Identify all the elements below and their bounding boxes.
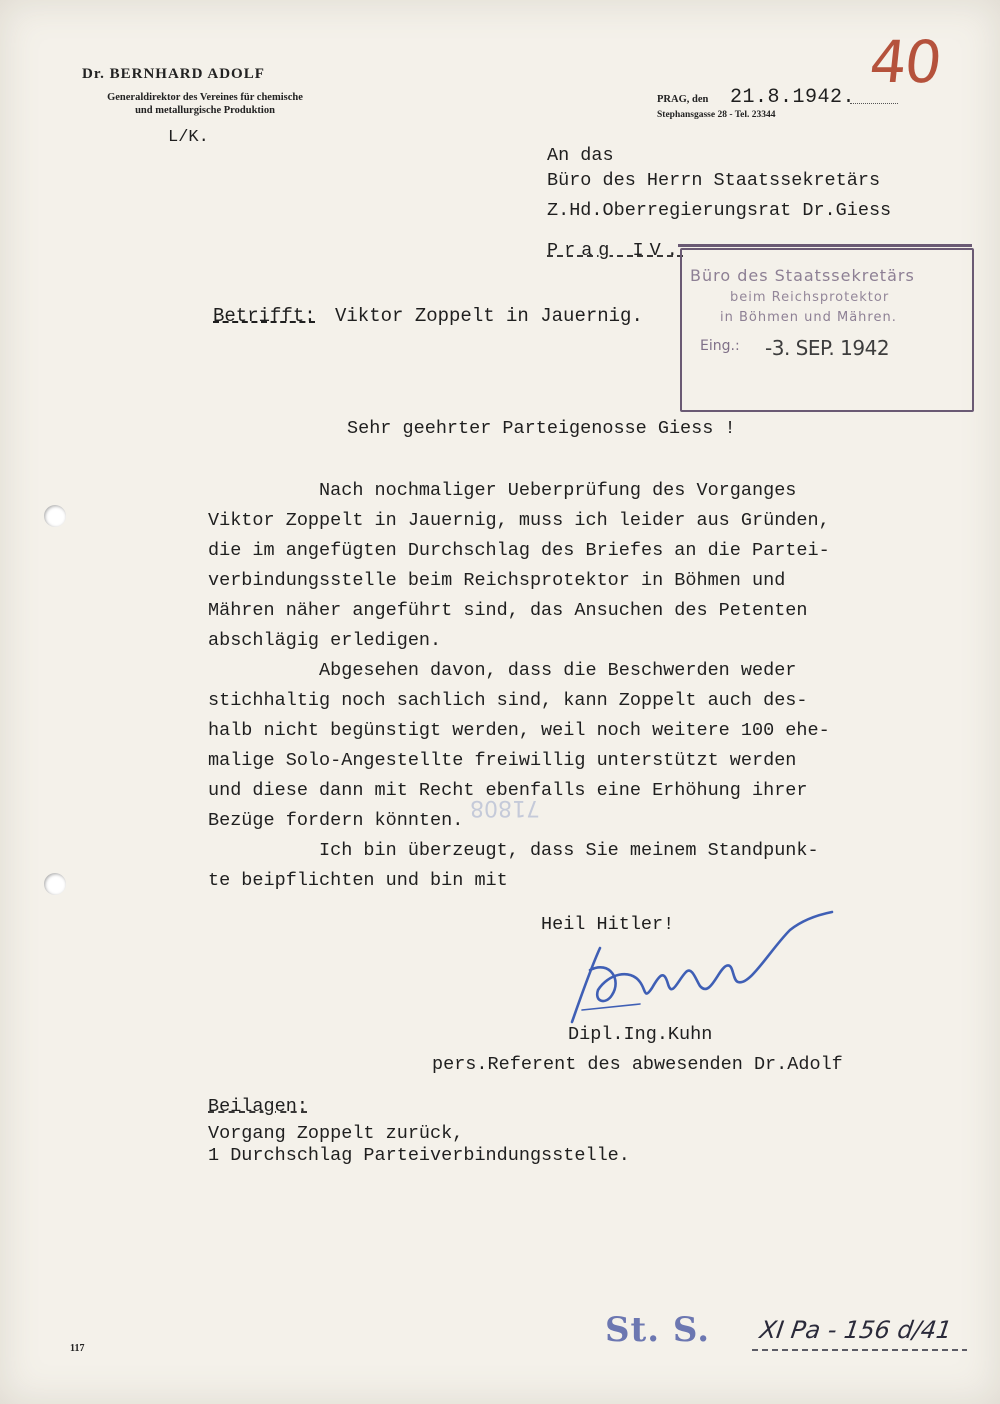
letter-date: 21.8.1942. (730, 86, 856, 109)
subject-label: Betrifft: (213, 305, 316, 327)
punch-hole-bottom (44, 873, 66, 895)
street-address: Stephansgasse 28 - Tel. 23344 (657, 110, 776, 120)
stamp-label: Eing.: (700, 338, 740, 354)
signatory-name: Dipl.Ing.Kuhn (568, 1024, 713, 1045)
letterhead-subtitle (80, 91, 330, 117)
letter-body: Nach nochmaliger Ueberprüfung des Vorganges Viktor Zoppelt in Jauernig, muss ich leider aus Gründen, die im angefügten Durchschlag des Briefes an die Partei- verbindungsstelle beim Reichsprotektor in Böhmen und Mähren näher angeführt sind, das Ansuchen des Petenten abschlägig erledigen. Abgesehen davon, dass die Beschwerden weder stichhaltig noch sachlich sind, kann Zoppelt auch des- halb nicht begünstigt werden, weil noch weitere 100 ehe- malige Solo-Angestellte freiwillig unterstützt werden und diese dann mit Recht ebenfalls eine Erhöhung ihrer Bezüge fordern könnten. Ich bin überzeugt, dass Sie meinem Standpunk- te beipflichten und bin mit (208, 480, 830, 891)
addressee-line1: An das (547, 145, 614, 166)
closing-greeting: Heil Hitler! (541, 914, 675, 935)
salutation: Sehr geehrter Parteigenosse Giess ! (347, 418, 736, 439)
stamp-line1: Büro des Staatssekretärs (690, 266, 915, 285)
subject-text: Viktor Zoppelt in Jauernig. (335, 305, 643, 327)
place-label: PRAG, den (657, 94, 709, 105)
file-reference: XI Pa - 156 d/41 (758, 1316, 954, 1344)
office-stamp: St. S. (605, 1310, 711, 1350)
handwritten-signature (560, 910, 840, 1030)
letterhead-subtitle-line2: und metallurgische Produktion (135, 105, 275, 116)
reference-initials: L/K. (168, 128, 209, 147)
archive-number: 40 (866, 28, 944, 96)
date-dotted-line (850, 103, 898, 104)
enclosure-item1: Vorgang Zoppelt zurück, (208, 1123, 464, 1144)
addressee-city: Prag IV. (547, 240, 684, 261)
enclosure-item2: 1 Durchschlag Parteiverbindungsstelle. (208, 1145, 630, 1166)
punch-hole-top (44, 505, 66, 527)
letterhead-subtitle-line1: Generaldirektor des Vereines für chemische (107, 92, 303, 103)
faint-bleed-through-stamp: 71808 (470, 795, 540, 820)
addressee-line2: Büro des Herrn Staatssekretärs (547, 170, 881, 191)
stamp-line3: in Böhmen und Mähren. (720, 310, 897, 325)
letterhead-name: Dr. BERNHARD ADOLF (82, 66, 265, 82)
enclosures-label: Beilagen: (208, 1096, 308, 1117)
page-number: 117 (70, 1343, 85, 1354)
stamp-line2: beim Reichsprotektor (730, 290, 890, 305)
signatory-role: pers.Referent des abwesenden Dr.Adolf (432, 1054, 843, 1075)
addressee-line3: Z.Hd.Oberregierungsrat Dr.Giess (547, 200, 892, 221)
stamp-date: -3. SEP. 1942 (765, 336, 890, 360)
file-reference-underline (752, 1346, 972, 1354)
